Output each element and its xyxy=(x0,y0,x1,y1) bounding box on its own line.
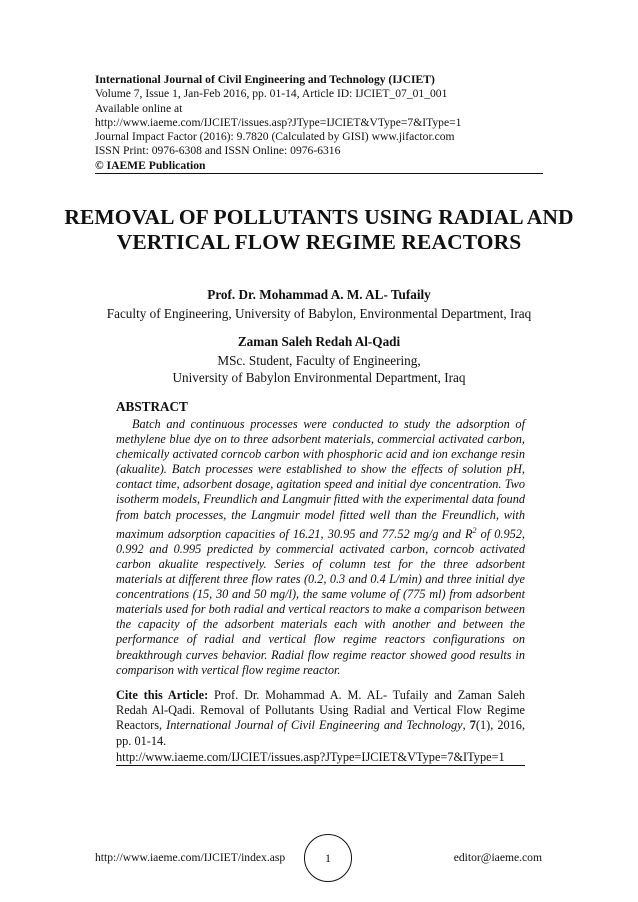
citation-url[interactable]: http://www.iaeme.com/IJCIET/issues.asp?JType=IJCIET&VType=7&IType=1 xyxy=(116,749,505,764)
citation-divider xyxy=(116,765,525,766)
available-online: Available online at xyxy=(95,101,183,115)
issn-info: ISSN Print: 0976-6308 and ISSN Online: 0976-6316 xyxy=(95,144,341,158)
author-2-affiliation-line2: University of Babylon Environmental Department, Iraq xyxy=(172,370,466,385)
author-2-name: Zaman Saleh Redah Al-Qadi xyxy=(237,334,401,349)
publisher: © IAEME Publication xyxy=(95,158,206,172)
citation-comma: , xyxy=(462,718,466,733)
page-number-label: 1 xyxy=(325,850,331,865)
citation-block xyxy=(116,688,525,765)
citation-rest: (1), 2016, pp. 01-14. xyxy=(116,718,526,748)
abstract-superscript: 2 xyxy=(472,525,477,535)
citation-volume: 7 xyxy=(469,718,476,733)
journal-url[interactable]: http://www.iaeme.com/IJCIET/issues.asp?JType=IJCIET&VType=7&IType=1 xyxy=(95,115,462,129)
author-1-affiliation: Faculty of Engineering, University of Babylon, Environmental Department, Iraq xyxy=(106,306,532,321)
author-1 xyxy=(0,287,638,303)
journal-header xyxy=(95,73,543,173)
citation-text: Prof. Dr. Mohammad A. M. AL- Tufaily and Zaman Saleh Redah Al-Qadi. Removal of Pollutants Using Radial and Vertical Flow Regime Reactors, xyxy=(116,688,525,733)
abstract-heading: ABSTRACT xyxy=(116,399,188,414)
author-2-affiliation-line1: MSc. Student, Faculty of Engineering, xyxy=(217,353,421,368)
header-divider xyxy=(95,173,543,174)
impact-factor: Journal Impact Factor (2016): 9.7820 (Calculated by GISI) www.jifactor.com xyxy=(95,130,455,144)
citation-journal: International Journal of Civil Engineering and Technology xyxy=(166,718,463,733)
page-number xyxy=(304,834,352,882)
abstract-text xyxy=(116,417,525,678)
abstract-text-part1: Batch and continuous processes were conducted to study the adsorption of methylene blue dye on to three adsorbent materials, commercial activated carbon, chemically activated corncob carbon with phosphoric acid and ion exchange resin (akualite). Batch processes were established to show the effects of solution pH, contact time, adsorbent dosage, agitation speed and initial dye concentration. Two isotherm models, Freundlich and Langmuir fitted with the experimental data found from batch processes, the Langmuir model fitted well than the Freundlich, with maximum adsorption capacities of 16.21, 30.95 and 77.52 mg/g and R xyxy=(116,417,525,541)
journal-name: International Journal of Civil Engineering and Technology (IJCIET) xyxy=(95,73,435,86)
paper-title: REMOVAL OF POLLUTANTS USING RADIAL AND VERTICAL FLOW REGIME REACTORS xyxy=(64,205,574,254)
volume-info: Volume 7, Issue 1, Jan-Feb 2016, pp. 01-14, Article ID: IJCIET_07_01_001 xyxy=(95,87,448,101)
author-2 xyxy=(0,334,638,350)
author-1-name: Prof. Dr. Mohammad A. M. AL- Tufaily xyxy=(207,287,431,302)
footer-url[interactable]: http://www.iaeme.com/IJCIET/index.asp xyxy=(95,851,286,864)
abstract-text-part2: of 0.952, 0.992 and 0.995 predicted by commercial activated carbon, corncob activated carbon akualite respectively. Series of column test for the three adsorbent materials at different three flow rates (0.2, 0.3 and 0.4 L/min) and three initial dye concentrations (15, 30 and 50 mg/l), the same volume of (775 ml) from adsorbent materials used for both radial and vertical reactors to make a comparison between the capacity of the adsorbent materials each with another and between the performance of radial and vertical flow regime reactors configurations on breakthrough curves behavior. Radial flow regime reactor showed good results in comparison with vertical flow regime reactor. xyxy=(116,526,525,677)
footer-email[interactable]: editor@iaeme.com xyxy=(453,851,542,864)
citation-label: Cite this Article: xyxy=(116,688,209,702)
